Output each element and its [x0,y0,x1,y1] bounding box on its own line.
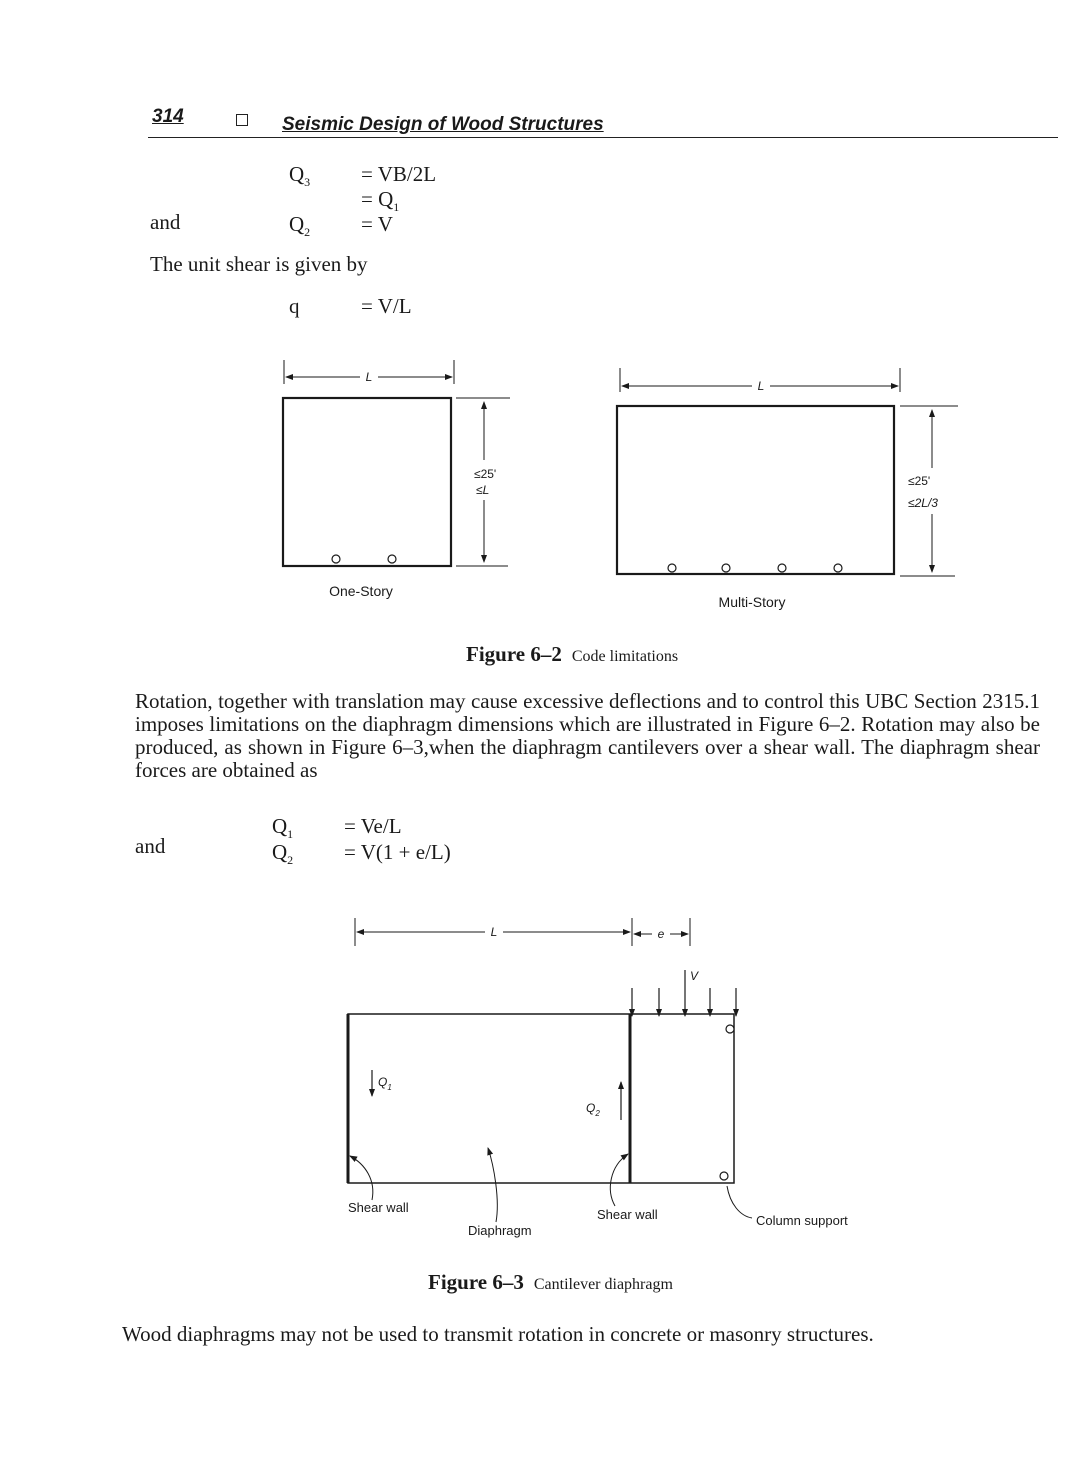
column-circle-icon [834,564,842,572]
eq2-q1-lhs: $Q_1$ [272,814,294,842]
column-circle-icon [720,1172,728,1180]
eq-q2-rhs: = V [361,212,393,236]
eq-q3-rhs: = VB/2L [361,162,437,186]
figure-6-2 [0,350,1071,620]
figure-6-3 [0,900,1071,1250]
eq2-q2-lhs: $Q_2$ [272,840,294,868]
label-diaphragm: Diaphragm [468,1223,532,1238]
load-label-v: V [690,969,699,983]
header-rule [148,137,1058,138]
diaphragm-outline [348,1014,734,1183]
running-header-title: Seismic Design of Wood Structures [282,114,604,135]
figure-6-3-caption: Figure 6–3 Cantilever diaphragm [428,1270,673,1294]
cantilever-dim-e: e [657,927,665,941]
figure-6-2-caption: Figure 6–2 Code limitations [466,642,679,666]
eq-q3-lhs: $Q_3$ [289,162,311,190]
one-story-height-limit-1: ≤25' [474,467,497,481]
eq-q-lhs: q [289,294,300,318]
label-shear-wall-left: Shear wall [348,1200,409,1215]
multi-story-dim-l: L [757,379,765,393]
eq2-and: and [135,834,166,858]
multi-story-outline [617,406,894,574]
eq2-q2-rhs: = V(1 + e/L) [344,840,451,864]
column-circle-icon [778,564,786,572]
one-story-diagram [283,360,510,599]
column-circle-icon [332,555,340,563]
multi-story-height-limit-2: ≤2L/3 [908,496,938,510]
q1-label: $Q_1$ [378,1075,392,1092]
one-story-dim-l: L [365,370,373,384]
column-circle-icon [726,1025,734,1033]
label-shear-wall-right: Shear wall [597,1207,658,1222]
multi-story-height-limit-1: ≤25' [908,474,931,488]
distributed-load-arrows [632,970,736,1016]
column-circle-icon [388,555,396,563]
eq-and-1: and [150,210,181,234]
closing-sentence: Wood diaphragms may not be used to transmit rotation in concrete or masonry structures. [122,1322,874,1346]
column-circle-icon [722,564,730,572]
eq2-q1-rhs: = Ve/L [344,814,402,838]
one-story-outline [283,398,451,566]
multi-story-label: Multi-Story [718,594,786,610]
cantilever-dim-l: L [490,925,498,939]
header-square-icon [236,114,248,126]
multi-story-diagram [617,368,958,610]
unit-shear-text: The unit shear is given by [150,252,368,276]
label-column-support: Column support [756,1213,848,1228]
body-paragraph: Rotation, together with translation may cause excessive deflections and to control this UBC Section 2315.1 imposes limitations on the diaphragm dimensions which are illustrated in Figure 6–2. Rotation may also be produced, as shown in Figure 6–3,when the diaphragm cantilevers over a shear wall. The diaphragm shear forces are obtained as [135,689,1040,782]
eq-q1-rhs: = $Q_1$ [361,187,400,215]
one-story-label: One-Story [329,583,393,599]
eq-q2-lhs: $Q_2$ [289,212,311,240]
page-number: 314 [152,106,184,127]
eq-q-rhs: = V/L [361,294,412,318]
column-circle-icon [668,564,676,572]
q2-label: $Q_2$ [586,1101,600,1118]
one-story-height-limit-2: ≤L [476,483,490,497]
